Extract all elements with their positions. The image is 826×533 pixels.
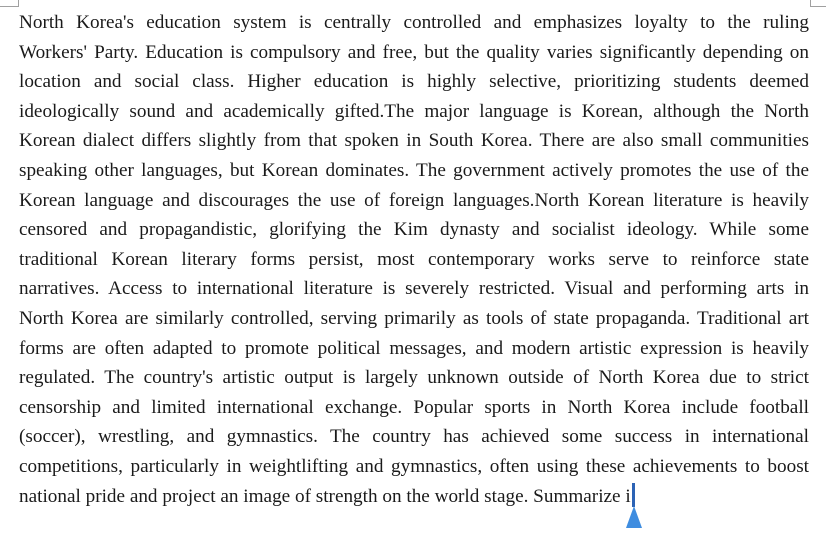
document-line-16: competitions, particularly in weightlifting and gymnastics, often using these achievements to boost	[19, 455, 809, 477]
document-line-12: forms are often adapted to promote political messages, and modern artistic expression is heavily	[19, 337, 809, 359]
document-line-2: Workers' Party. Education is compulsory and free, but the quality varies significantly depending on	[19, 41, 809, 63]
cursor-drag-handle[interactable]	[626, 506, 642, 528]
document-line-4: ideologically sound and academically gifted.The major language is Korean, although the North	[19, 100, 809, 122]
document-line-1: North Korea's education system is centrally controlled and emphasizes loyalty to the ruling	[19, 12, 809, 33]
text-cursor-wrap[interactable]	[631, 482, 635, 512]
document-line-15: (soccer), wrestling, and gymnastics. The country has achieved some success in international	[19, 426, 809, 448]
document-line-7: Korean language and discourages the use of foreign languages.North Korean literature is heavily	[19, 189, 809, 211]
document-line-9: traditional Korean literary forms persist, most contemporary works serve to reinforce state	[19, 248, 809, 270]
document-line-6: speaking other languages, but Korean dominates. The government actively promotes the use of the	[19, 159, 809, 181]
document-last-line-text: national pride and project an image of strength on the world stage. Summarize i	[19, 485, 631, 507]
document-body[interactable]	[19, 8, 809, 511]
page-corner-mark-left	[0, 0, 19, 7]
document-line-5: Korean dialect differs slightly from that spoken in South Korea. There are also small communities	[19, 130, 809, 152]
document-line-17	[19, 482, 809, 512]
document-line-13: regulated. The country's artistic output is largely unknown outside of North Korea due to strict	[19, 367, 809, 389]
document-line-14: censorship and limited international exchange. Popular sports in North Korea include football	[19, 396, 809, 418]
page-corner-mark-right	[810, 0, 826, 7]
text-cursor[interactable]	[632, 483, 635, 507]
document-line-8: censored and propagandistic, glorifying the Kim dynasty and socialist ideology. While some	[19, 219, 809, 241]
document-line-11: North Korea are similarly controlled, serving primarily as tools of state propaganda. Traditional art	[19, 307, 809, 329]
document-line-3: location and social class. Higher education is highly selective, prioritizing students deemed	[19, 71, 809, 93]
document-line-10: narratives. Access to international literature is severely restricted. Visual and performing arts in	[19, 278, 809, 300]
